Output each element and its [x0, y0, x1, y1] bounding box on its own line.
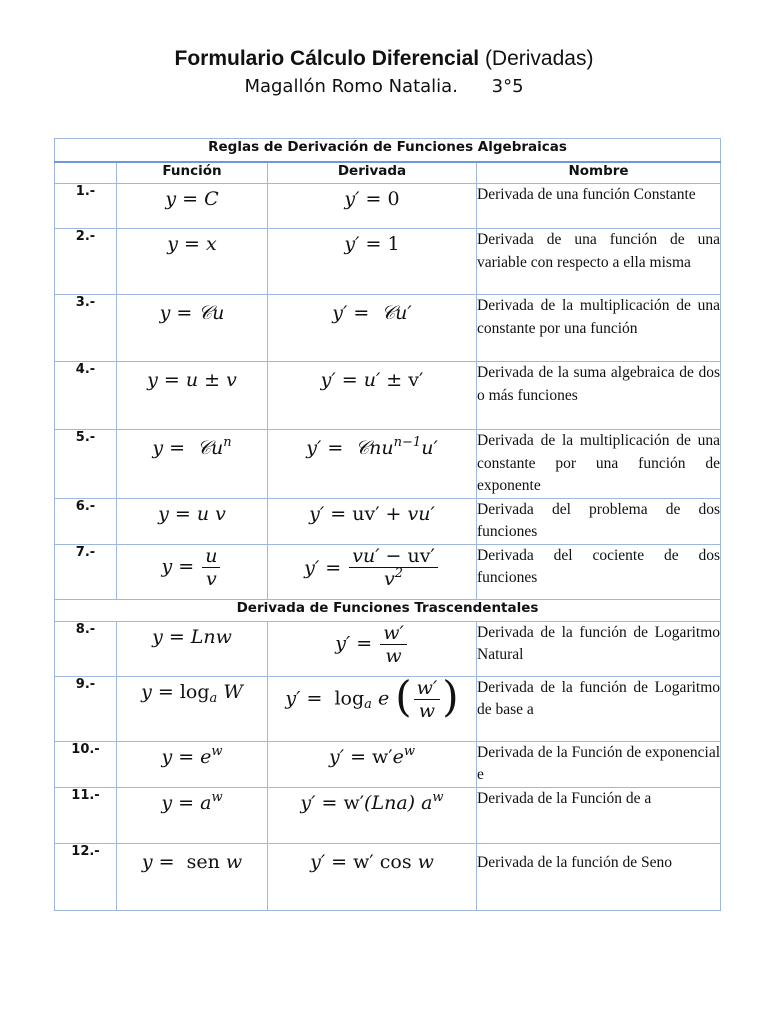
- column-header-num: [55, 162, 117, 184]
- title-rest: (Derivadas): [484, 47, 594, 70]
- table-row: [55, 787, 721, 843]
- row-number: 9.-: [55, 676, 117, 741]
- table-row: [55, 184, 721, 229]
- rule-name: Derivada de la Función de exponencial e: [477, 741, 721, 787]
- table-row: [55, 843, 721, 910]
- column-header-name: Nombre: [477, 162, 721, 184]
- table-row: [55, 544, 721, 599]
- column-header-derivative: Derivada: [268, 162, 477, 184]
- function-formula: y = Lnw: [117, 621, 268, 676]
- function-formula: $y = a^w$: [117, 787, 268, 843]
- row-number: 5.-: [55, 430, 117, 499]
- derivative-formula: $y' = \log_a e$ ( $\frac{w'}{w}$ ): [268, 676, 477, 741]
- derivatives-table: [54, 138, 721, 911]
- function-formula: y = C: [117, 184, 268, 229]
- table-row: [55, 362, 721, 430]
- function-formula: y = 𝒞u: [117, 295, 268, 362]
- function-formula: $y = \log_a W$: [117, 676, 268, 741]
- rule-name: Derivada de la multiplicación de una constante por una función: [477, 295, 721, 362]
- row-number: 4.-: [55, 362, 117, 430]
- column-header-row: [55, 162, 721, 184]
- function-formula: y = x: [117, 229, 268, 295]
- row-number: 3.-: [55, 295, 117, 362]
- row-number: 10.-: [55, 741, 117, 787]
- derivative-formula: y′ = $\frac{w'}{w}$: [268, 621, 477, 676]
- section-title-algebraic: Reglas de Derivación de Funciones Algebraicas: [55, 139, 721, 162]
- table-row: [55, 676, 721, 741]
- rule-name: Derivada de una función Constante: [477, 184, 721, 229]
- table-row: [55, 229, 721, 295]
- row-number: 11.-: [55, 787, 117, 843]
- table-row: [55, 621, 721, 676]
- rule-name: Derivada de la función de Seno: [477, 843, 721, 910]
- row-number: 7.-: [55, 544, 117, 599]
- derivative-formula: y′ = 𝒞u′: [268, 295, 477, 362]
- author-name: Magallón Romo Natalia.: [244, 76, 458, 97]
- column-header-function: Función: [117, 162, 268, 184]
- derivative-formula: y′ = w′(Lna) $a^w$: [268, 787, 477, 843]
- derivative-formula: y′ = uv′ + vu′: [268, 498, 477, 544]
- title-bold: Formulario Cálculo Diferencial: [174, 47, 480, 70]
- section-header-transcendental: [55, 599, 721, 621]
- author-line: [0, 75, 768, 99]
- table-row: [55, 430, 721, 499]
- function-formula: y = u v: [117, 498, 268, 544]
- document-title: [0, 45, 768, 73]
- function-formula: y = sen w: [117, 843, 268, 910]
- table-row: [55, 295, 721, 362]
- row-number: 8.-: [55, 621, 117, 676]
- rule-name: Derivada de la función de Logaritmo de base a: [477, 676, 721, 741]
- derivative-formula: y′ = 0: [268, 184, 477, 229]
- derivative-formula: y′ = 1: [268, 229, 477, 295]
- row-number: 2.-: [55, 229, 117, 295]
- table-row: [55, 741, 721, 787]
- row-number: 12.-: [55, 843, 117, 910]
- rule-name: Derivada de la Función de a: [477, 787, 721, 843]
- function-formula: y = $\frac{u}{v}$: [117, 544, 268, 599]
- rule-name: Derivada de la función de Logaritmo Natural: [477, 621, 721, 676]
- rule-name: Derivada de la suma algebraica de dos o más funciones: [477, 362, 721, 430]
- derivative-formula: y′ = 𝒞nu$^{n-1}$u′: [268, 430, 477, 499]
- table-row: [55, 498, 721, 544]
- section-header-algebraic: [55, 139, 721, 162]
- row-number: 1.-: [55, 184, 117, 229]
- rule-name: Derivada del problema de dos funciones: [477, 498, 721, 544]
- rule-name: Derivada del cociente de dos funciones: [477, 544, 721, 599]
- derivative-formula: y′ = $\frac{vu' - uv'}{v^2}$: [268, 544, 477, 599]
- function-formula: y = u ± v: [117, 362, 268, 430]
- derivative-formula: $y' = w'e^w$: [268, 741, 477, 787]
- derivative-formula: y′ = u′ ± v′: [268, 362, 477, 430]
- rule-name: Derivada de una función de una variable con respecto a ella misma: [477, 229, 721, 295]
- derivative-formula: y′ = w′ cos w: [268, 843, 477, 910]
- row-number: 6.-: [55, 498, 117, 544]
- function-formula: y = 𝒞u$^n$: [117, 430, 268, 499]
- rule-name: Derivada de la multiplicación de una constante por una función de exponente: [477, 430, 721, 499]
- function-formula: $y = e^w$: [117, 741, 268, 787]
- grade-label: 3°5: [491, 76, 524, 97]
- section-title-transcendental: Derivada de Funciones Trascendentales: [55, 599, 721, 621]
